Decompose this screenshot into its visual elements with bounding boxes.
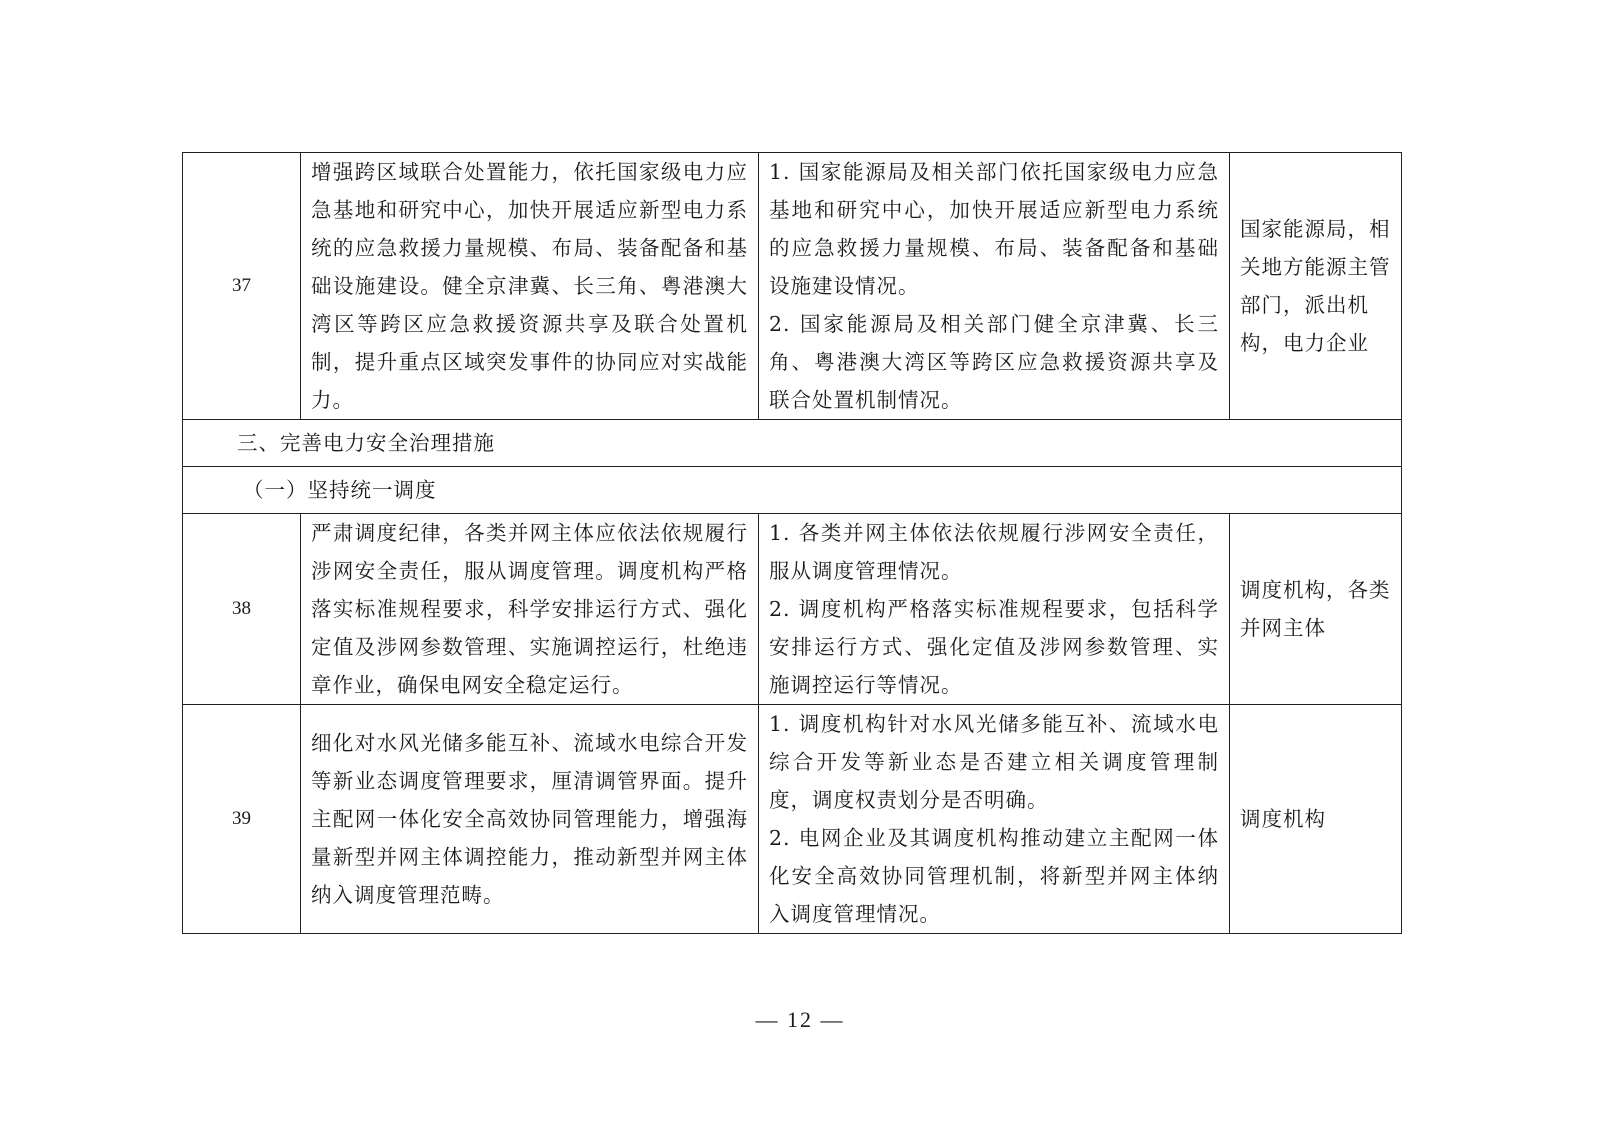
section-heading: 三、完善电力安全治理措施	[183, 420, 1402, 467]
measure-text: 增强跨区域联合处置能力，依托国家级电力应急基地和研究中心，加快开展适应新型电力系统的应急救援力量规模、布局、装备配备和基础设施建设。健全京津冀、长三角、粤港澳大湾区等跨区应急救援资源共享及联合处置机制，提升重点区域突发事件的协同应对实战能力。	[311, 160, 748, 412]
subsection-heading-row	[183, 467, 1402, 514]
measure-cell	[301, 153, 759, 420]
responsible-dept-text: 国家能源局，相关地方能源主管部门，派出机构，电力企业	[1240, 217, 1391, 355]
measure-cell	[301, 705, 759, 934]
responsible-dept-text: 调度机构，各类并网主体	[1240, 578, 1391, 640]
row-number: 39	[183, 705, 301, 934]
measures-table	[182, 152, 1402, 934]
responsible-dept-text: 调度机构	[1240, 807, 1326, 831]
table-row	[183, 153, 1402, 420]
check-item: 2. 调度机构严格落实标准规程要求，包括科学安排运行方式、强化定值及涉网参数管理、实施调控运行等情况。	[769, 597, 1219, 697]
section-heading-row	[183, 420, 1402, 467]
table-row	[183, 705, 1402, 934]
measure-text: 细化对水风光储多能互补、流域水电综合开发等新业态调度管理要求，厘清调管界面。提升主配网一体化安全高效协同管理能力，增强海量新型并网主体调控能力，推动新型并网主体纳入调度管理范畴。	[311, 731, 748, 907]
check-item: 1. 国家能源局及相关部门依托国家级电力应急基地和研究中心，加快开展适应新型电力系统的应急救援力量规模、布局、装备配备和基础设施建设情况。	[769, 160, 1219, 298]
check-item: 1. 调度机构针对水风光储多能互补、流域水电综合开发等新业态是否建立相关调度管理制度，调度权责划分是否明确。	[769, 712, 1219, 812]
responsible-dept-cell	[1230, 514, 1402, 705]
check-cell	[759, 514, 1230, 705]
check-item: 1. 各类并网主体依法依规履行涉网安全责任，服从调度管理情况。	[769, 521, 1219, 583]
measure-text: 严肃调度纪律，各类并网主体应依法依规履行涉网安全责任，服从调度管理。调度机构严格落实标准规程要求，科学安排运行方式、强化定值及涉网参数管理、实施调控运行，杜绝违章作业，确保电网安全稳定运行。	[311, 521, 748, 697]
row-number: 37	[183, 153, 301, 420]
subsection-heading: （一）坚持统一调度	[183, 467, 1402, 514]
responsible-dept-cell	[1230, 153, 1402, 420]
check-item: 2. 电网企业及其调度机构推动建立主配网一体化安全高效协同管理机制，将新型并网主体纳入调度管理情况。	[769, 826, 1219, 926]
check-cell	[759, 705, 1230, 934]
measure-cell	[301, 514, 759, 705]
table-row	[183, 514, 1402, 705]
responsible-dept-cell	[1230, 705, 1402, 934]
check-cell	[759, 153, 1230, 420]
row-number: 38	[183, 514, 301, 705]
check-item: 2. 国家能源局及相关部门健全京津冀、长三角、粤港澳大湾区等跨区应急救援资源共享及联合处置机制情况。	[769, 312, 1219, 412]
page-number: — 12 —	[755, 1007, 845, 1032]
